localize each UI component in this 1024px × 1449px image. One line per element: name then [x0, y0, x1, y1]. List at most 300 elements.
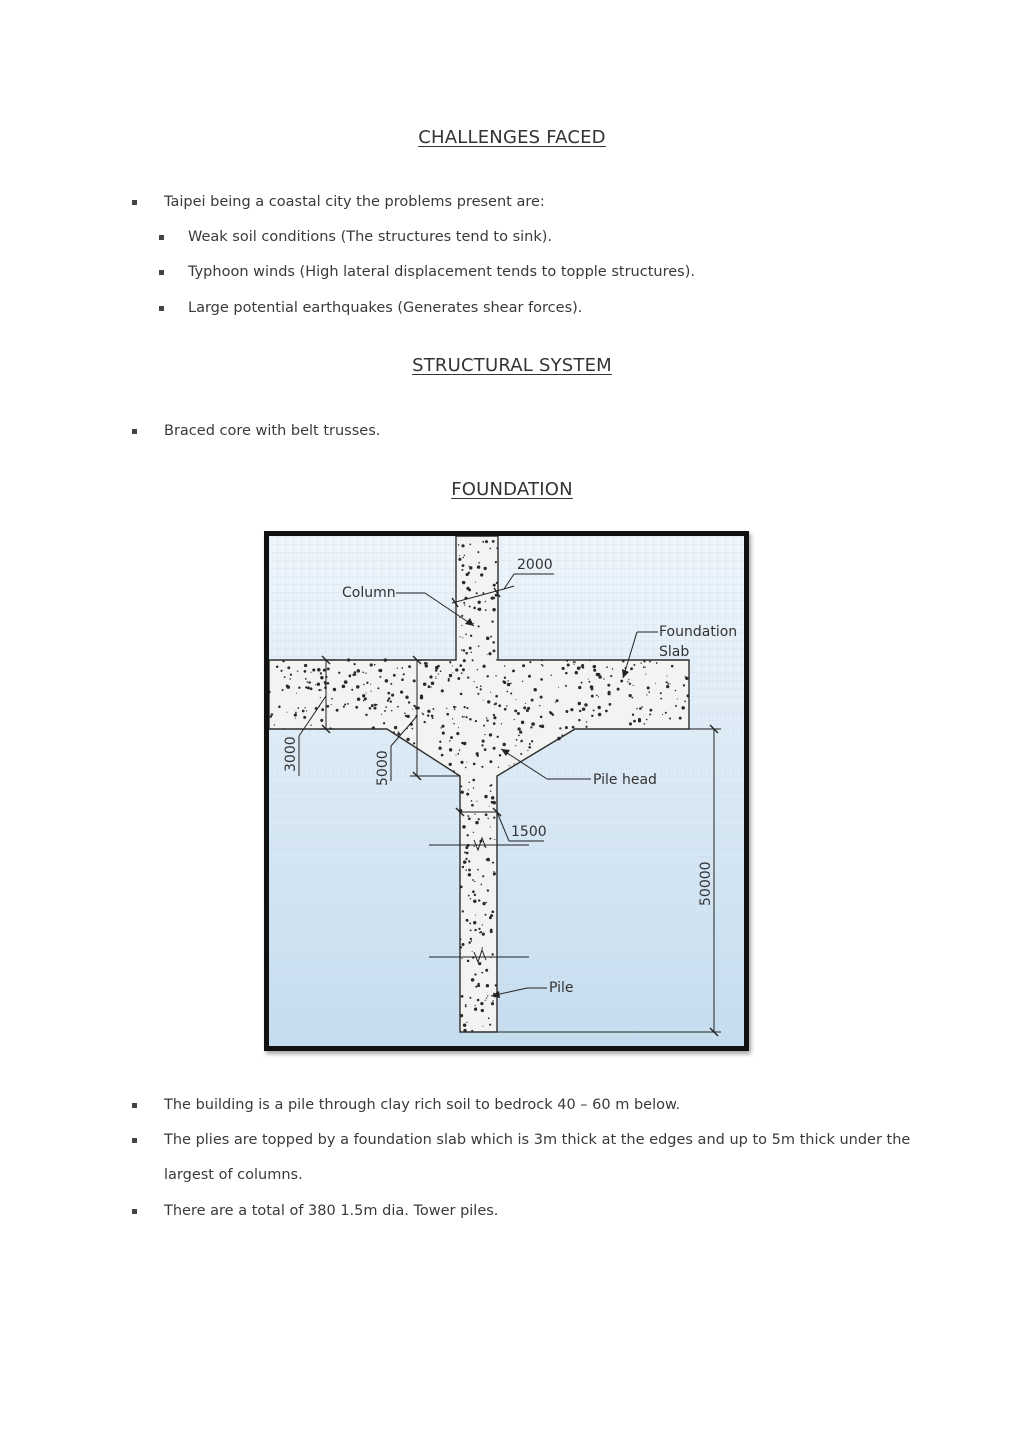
concrete-speckle — [388, 697, 390, 699]
concrete-speckle — [411, 728, 413, 730]
concrete-speckle — [514, 709, 517, 712]
concrete-speckle — [483, 699, 484, 700]
concrete-speckle — [643, 666, 645, 668]
concrete-speckle — [508, 680, 509, 681]
concrete-speckle — [565, 726, 568, 729]
concrete-speckle — [356, 685, 360, 689]
concrete-speckle — [490, 930, 493, 933]
concrete-speckle — [449, 740, 451, 742]
concrete-speckle — [510, 692, 512, 694]
concrete-speckle — [609, 703, 612, 706]
concrete-speckle — [357, 698, 360, 701]
concrete-speckle — [404, 713, 406, 715]
concrete-speckle — [408, 665, 411, 668]
concrete-speckle — [484, 567, 487, 570]
concrete-speckle — [478, 645, 480, 647]
label-foundation-slab: Foundation — [659, 624, 738, 640]
structural-heading: STRUCTURAL SYSTEM — [412, 355, 612, 376]
concrete-speckle — [465, 858, 467, 860]
concrete-speckle — [348, 675, 351, 678]
concrete-speckle — [482, 1025, 483, 1026]
concrete-speckle — [323, 669, 326, 672]
concrete-speckle — [475, 986, 477, 988]
concrete-speckle — [462, 581, 465, 584]
concrete-speckle — [636, 708, 637, 709]
concrete-speckle — [310, 672, 311, 673]
list-item — [0, 1201, 1024, 1221]
concrete-speckle — [458, 558, 461, 561]
concrete-speckle — [365, 714, 367, 716]
concrete-speckle — [649, 661, 651, 663]
concrete-speckle — [461, 544, 464, 547]
concrete-speckle — [306, 710, 307, 711]
concrete-speckle — [446, 708, 447, 709]
challenge-item: Weak soil conditions (The structures tend to sink). — [188, 229, 553, 245]
concrete-speckle — [432, 717, 434, 719]
concrete-speckle — [461, 615, 463, 617]
concrete-speckle — [482, 875, 484, 877]
concrete-speckle — [456, 732, 459, 735]
concrete-speckle — [463, 649, 465, 651]
concrete-speckle — [541, 659, 543, 661]
concrete-speckle — [435, 669, 438, 672]
concrete-speckle — [491, 1002, 494, 1005]
concrete-speckle — [450, 736, 453, 739]
concrete-speckle — [469, 566, 472, 569]
foundation-diagram — [264, 531, 749, 1051]
concrete-speckle — [471, 1030, 473, 1032]
concrete-speckle — [495, 594, 498, 597]
concrete-speckle — [474, 814, 475, 815]
concrete-speckle — [471, 940, 473, 942]
concrete-speckle — [494, 703, 496, 705]
concrete-speckle — [539, 705, 540, 706]
concrete-speckle — [452, 665, 453, 666]
concrete-speckle — [374, 704, 376, 706]
concrete-speckle — [480, 688, 482, 690]
concrete-speckle — [622, 660, 625, 663]
concrete-speckle — [449, 748, 452, 751]
concrete-speckle — [470, 929, 472, 931]
concrete-speckle — [490, 636, 492, 638]
concrete-speckle — [665, 712, 667, 714]
concrete-speckle — [465, 1004, 467, 1006]
concrete-speckle — [493, 722, 496, 725]
concrete-speckle — [579, 667, 580, 668]
concrete-speckle — [650, 709, 653, 712]
concrete-speckle — [502, 680, 505, 683]
concrete-speckle — [474, 929, 476, 931]
concrete-speckle — [365, 672, 366, 673]
concrete-speckle — [401, 678, 404, 681]
list-item-continuation — [0, 1165, 1024, 1185]
concrete-speckle — [362, 694, 365, 697]
concrete-speckle — [465, 1005, 467, 1007]
concrete-speckle — [472, 890, 475, 893]
concrete-speckle — [517, 712, 520, 715]
concrete-speckle — [468, 566, 469, 567]
concrete-speckle — [633, 664, 635, 666]
concrete-speckle — [371, 704, 374, 707]
concrete-speckle — [468, 873, 471, 876]
concrete-speckle — [491, 596, 494, 599]
concrete-speckle — [460, 939, 461, 940]
concrete-speckle — [310, 687, 313, 690]
concrete-speckle — [438, 673, 439, 674]
concrete-speckle — [408, 701, 410, 703]
concrete-speckle — [588, 681, 590, 683]
concrete-speckle — [633, 685, 634, 686]
concrete-speckle — [631, 697, 633, 699]
concrete-speckle — [354, 674, 356, 676]
concrete-speckle — [471, 804, 474, 807]
concrete-speckle — [307, 686, 310, 689]
bullet-icon — [159, 270, 164, 275]
concrete-speckle — [464, 555, 466, 557]
concrete-speckle — [462, 910, 464, 912]
concrete-speckle — [527, 750, 528, 751]
concrete-speckle — [473, 921, 476, 924]
concrete-speckle — [633, 720, 636, 723]
concrete-speckle — [422, 713, 423, 714]
concrete-speckle — [481, 744, 483, 746]
concrete-speckle — [598, 675, 602, 679]
concrete-speckle — [629, 683, 631, 685]
concrete-speckle — [448, 679, 450, 681]
concrete-speckle — [398, 731, 399, 732]
concrete-speckle — [461, 672, 463, 674]
concrete-speckle — [473, 787, 474, 788]
concrete-speckle — [474, 894, 476, 896]
concrete-speckle — [303, 716, 306, 719]
concrete-speckle — [575, 661, 576, 662]
concrete-speckle — [321, 708, 324, 711]
concrete-speckle — [473, 607, 476, 610]
concrete-speckle — [435, 666, 439, 670]
concrete-speckle — [561, 734, 563, 736]
concrete-speckle — [466, 852, 469, 855]
concrete-speckle — [629, 694, 632, 697]
bullet-icon — [132, 1209, 137, 1214]
concrete-speckle — [588, 679, 589, 680]
concrete-speckle — [491, 620, 493, 622]
concrete-speckle — [435, 678, 436, 679]
concrete-speckle — [462, 866, 464, 868]
concrete-speckle — [270, 715, 272, 717]
bullet-icon — [132, 1103, 137, 1108]
concrete-speckle — [480, 1002, 483, 1005]
diagram-grid — [269, 536, 744, 1046]
concrete-speckle — [302, 710, 305, 713]
concrete-speckle — [493, 650, 496, 653]
concrete-speckle — [353, 663, 355, 665]
concrete-speckle — [565, 672, 568, 675]
list-item — [0, 262, 1024, 282]
concrete-speckle — [369, 707, 372, 710]
concrete-speckle — [478, 625, 480, 627]
concrete-speckle — [296, 693, 297, 694]
concrete-speckle — [422, 713, 424, 715]
concrete-speckle — [504, 665, 505, 666]
bullet-icon — [159, 306, 164, 311]
concrete-speckle — [344, 680, 348, 684]
concrete-speckle — [487, 995, 488, 996]
concrete-speckle — [453, 770, 455, 772]
concrete-speckle — [591, 715, 593, 717]
concrete-speckle — [295, 712, 297, 714]
concrete-speckle — [589, 660, 590, 661]
concrete-speckle — [669, 683, 670, 684]
concrete-speckle — [475, 1005, 476, 1006]
concrete-speckle — [475, 720, 477, 722]
concrete-speckle — [484, 748, 487, 751]
concrete-speckle — [351, 689, 353, 691]
concrete-speckle — [461, 742, 464, 745]
concrete-speckle — [338, 672, 340, 674]
concrete-speckle — [473, 846, 474, 847]
concrete-speckle — [497, 736, 499, 738]
concrete-speckle — [459, 851, 460, 852]
concrete-speckle — [413, 705, 415, 707]
concrete-speckle — [461, 569, 463, 571]
concrete-speckle — [540, 696, 543, 699]
concrete-speckle — [366, 682, 368, 684]
concrete-speckle — [523, 707, 524, 708]
concrete-speckle — [675, 690, 677, 692]
concrete-speckle — [484, 734, 485, 735]
concrete-speckle — [274, 724, 275, 725]
concrete-speckle — [453, 723, 454, 724]
concrete-speckle — [465, 869, 467, 871]
concrete-speckle — [591, 688, 594, 691]
concrete-speckle — [473, 623, 474, 624]
concrete-speckle — [468, 869, 471, 872]
concrete-speckle — [470, 898, 472, 900]
concrete-speckle — [462, 564, 465, 567]
concrete-speckle — [585, 726, 587, 728]
concrete-speckle — [405, 715, 407, 717]
concrete-speckle — [482, 932, 485, 935]
concrete-speckle — [463, 659, 466, 662]
concrete-speckle — [495, 695, 498, 698]
concrete-speckle — [520, 753, 522, 755]
concrete-speckle — [460, 1014, 463, 1017]
concrete-speckle — [645, 667, 646, 668]
concrete-speckle — [474, 881, 475, 882]
concrete-speckle — [641, 706, 643, 708]
concrete-speckle — [645, 674, 646, 675]
concrete-speckle — [666, 681, 668, 683]
concrete-speckle — [482, 665, 485, 668]
concrete-speckle — [467, 815, 469, 817]
concrete-speckle — [491, 910, 494, 913]
concrete-speckle — [457, 677, 460, 680]
concrete-speckle — [550, 675, 551, 676]
label-foundation-slab-2: Slab — [659, 644, 690, 660]
concrete-speckle — [558, 687, 559, 688]
concrete-speckle — [639, 707, 642, 710]
concrete-speckle — [427, 710, 430, 713]
concrete-speckle — [478, 985, 480, 987]
concrete-speckle — [469, 922, 471, 924]
concrete-speckle — [459, 555, 460, 556]
concrete-speckle — [486, 902, 487, 903]
concrete-speckle — [684, 701, 686, 703]
concrete-speckle — [320, 719, 323, 722]
concrete-speckle — [476, 801, 477, 802]
concrete-speckle — [514, 719, 515, 720]
concrete-speckle — [675, 705, 677, 707]
concrete-speckle — [362, 671, 364, 673]
concrete-speckle — [370, 691, 371, 692]
concrete-speckle — [287, 666, 290, 669]
concrete-speckle — [276, 665, 279, 668]
concrete-speckle — [477, 551, 479, 553]
concrete-speckle — [578, 719, 580, 721]
concrete-speckle — [347, 658, 350, 661]
concrete-speckle — [470, 938, 472, 940]
concrete-speckle — [606, 666, 608, 668]
concrete-speckle — [476, 755, 478, 757]
concrete-speckle — [462, 825, 466, 829]
concrete-speckle — [493, 584, 496, 587]
concrete-speckle — [487, 654, 488, 655]
concrete-speckle — [459, 636, 460, 637]
concrete-speckle — [459, 749, 460, 750]
concrete-speckle — [384, 658, 387, 661]
foundation-diagram-svg — [269, 536, 744, 1046]
concrete-speckle — [326, 705, 329, 708]
concrete-speckle — [578, 702, 581, 705]
concrete-speckle — [455, 755, 456, 756]
concrete-speckle — [489, 785, 491, 787]
concrete-speckle — [643, 660, 645, 662]
concrete-speckle — [489, 733, 492, 736]
concrete-speckle — [572, 726, 575, 729]
concrete-speckle — [459, 664, 462, 667]
concrete-speckle — [485, 914, 487, 916]
concrete-speckle — [308, 681, 311, 684]
concrete-speckle — [552, 714, 554, 716]
dim-pile-diameter: 1500 — [511, 824, 547, 840]
concrete-speckle — [428, 685, 431, 688]
concrete-speckle — [466, 762, 467, 763]
foundation-item-continued: largest of columns. — [164, 1167, 303, 1183]
concrete-speckle — [518, 735, 520, 737]
concrete-speckle — [567, 663, 570, 666]
concrete-speckle — [506, 691, 508, 693]
concrete-speckle — [468, 860, 470, 862]
concrete-speckle — [393, 674, 396, 677]
concrete-speckle — [492, 608, 495, 611]
concrete-speckle — [628, 679, 629, 680]
concrete-speckle — [520, 740, 522, 742]
concrete-speckle — [284, 676, 286, 678]
concrete-speckle — [492, 540, 495, 543]
concrete-speckle — [438, 747, 441, 750]
concrete-speckle — [320, 672, 322, 674]
concrete-speckle — [488, 652, 491, 655]
concrete-speckle — [493, 874, 495, 876]
concrete-speckle — [310, 724, 311, 725]
concrete-speckle — [461, 791, 464, 794]
concrete-speckle — [607, 684, 610, 687]
concrete-speckle — [484, 795, 487, 798]
concrete-speckle — [331, 698, 333, 700]
concrete-speckle — [681, 706, 684, 709]
concrete-speckle — [507, 683, 511, 687]
concrete-speckle — [460, 693, 463, 696]
concrete-speckle — [522, 681, 523, 682]
concrete-speckle — [287, 685, 291, 689]
concrete-speckle — [566, 660, 568, 662]
concrete-speckle — [584, 703, 587, 706]
label-pile-head: Pile head — [593, 772, 657, 788]
concrete-speckle — [347, 703, 349, 705]
concrete-speckle — [471, 978, 475, 982]
concrete-speckle — [374, 707, 377, 710]
concrete-speckle — [490, 826, 491, 827]
concrete-speckle — [446, 713, 449, 716]
concrete-speckle — [280, 670, 282, 672]
concrete-speckle — [466, 707, 468, 709]
concrete-speckle — [477, 869, 479, 871]
concrete-speckle — [379, 676, 381, 678]
concrete-speckle — [427, 714, 429, 716]
concrete-speckle — [522, 664, 525, 667]
concrete-speckle — [648, 691, 650, 693]
concrete-speckle — [591, 695, 594, 698]
concrete-speckle — [343, 706, 345, 708]
concrete-speckle — [282, 660, 284, 662]
concrete-speckle — [517, 727, 520, 730]
concrete-speckle — [317, 668, 321, 672]
concrete-speckle — [490, 692, 491, 693]
concrete-speckle — [426, 662, 428, 664]
list-item — [0, 298, 1024, 318]
foundation-item: The plies are topped by a foundation slab which is 3m thick at the edges and up to 5m thick under the — [164, 1132, 911, 1148]
concrete-speckle — [463, 706, 465, 708]
concrete-speckle — [519, 731, 522, 734]
concrete-speckle — [431, 682, 435, 686]
concrete-speckle — [494, 839, 495, 840]
concrete-speckle — [478, 962, 481, 965]
concrete-speckle — [533, 688, 537, 692]
concrete-speckle — [449, 763, 452, 766]
concrete-speckle — [468, 817, 471, 820]
concrete-speckle — [487, 818, 489, 820]
concrete-speckle — [406, 738, 409, 741]
concrete-speckle — [489, 1024, 491, 1026]
concrete-speckle — [577, 667, 580, 670]
concrete-speckle — [620, 680, 623, 683]
concrete-speckle — [486, 997, 487, 998]
concrete-speckle — [461, 995, 462, 996]
concrete-speckle — [463, 602, 465, 604]
concrete-speckle — [646, 694, 647, 695]
concrete-speckle — [441, 689, 444, 692]
concrete-speckle — [441, 725, 444, 728]
concrete-speckle — [683, 684, 685, 686]
concrete-speckle — [478, 601, 481, 604]
concrete-speckle — [498, 704, 501, 707]
concrete-speckle — [489, 701, 490, 702]
concrete-speckle — [463, 1029, 466, 1032]
concrete-speckle — [463, 1023, 466, 1026]
concrete-speckle — [656, 662, 658, 664]
concrete-speckle — [488, 1017, 490, 1019]
concrete-speckle — [390, 683, 392, 685]
